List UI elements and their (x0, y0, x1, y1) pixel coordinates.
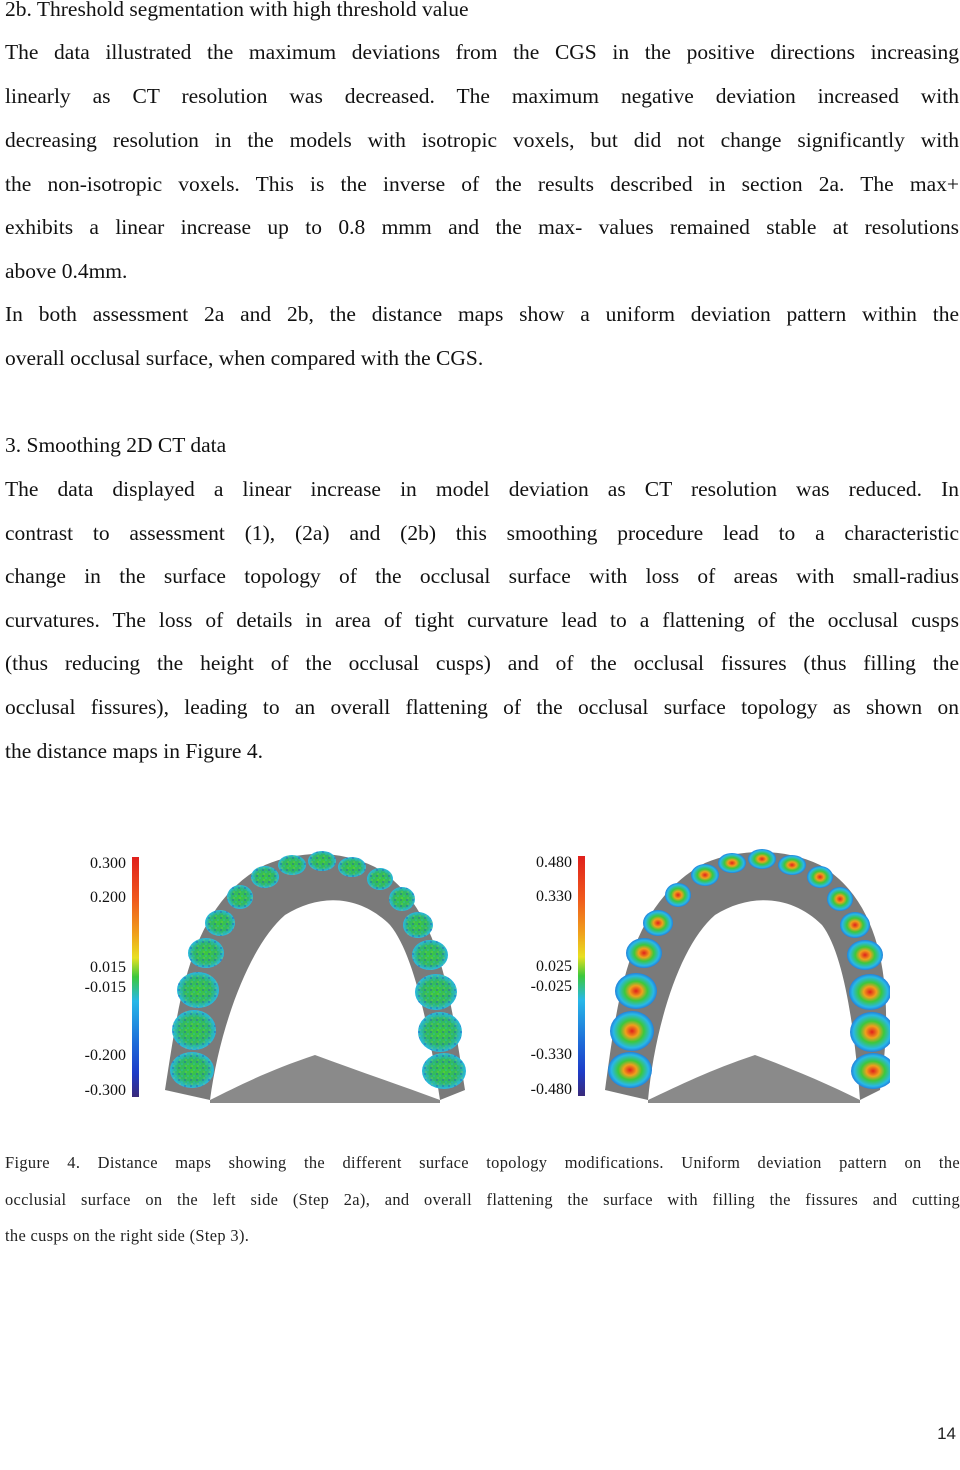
paragraph-line: overall occlusal surface, when compared with the CGS. (5, 346, 484, 370)
paragraph-line: occlusal fissures), leading to an overall flattening of the occlusal surface topology as shown on (5, 695, 959, 719)
caption-line: Figure 4. Distance maps showing the different surface topology modifications. Uniform deviation pattern on the (5, 1153, 960, 1172)
page-number: 14 (937, 1424, 956, 1443)
legend-left-label: 0.200 (90, 889, 126, 906)
legend-left-label: -0.015 (84, 979, 126, 996)
figure-caption (5, 1145, 960, 1255)
figure-4 (70, 845, 890, 1110)
legend-right-label: -0.025 (530, 978, 572, 995)
paragraph-line: (thus reducing the height of the occlusal cusps) and of the occlusal fissures (thus filling the (5, 651, 959, 675)
paragraph-line: the distance maps in Figure 4. (5, 739, 263, 763)
legend-left-label: -0.300 (84, 1082, 126, 1099)
paragraph-line: decreasing resolution in the models with isotropic voxels, but did not change significantly with (5, 128, 959, 152)
color-scale-right (578, 856, 585, 1096)
section-2b-heading: 2b. Threshold segmentation with high threshold value (5, 0, 469, 21)
paragraph-line: contrast to assessment (1), (2a) and (2b) this smoothing procedure lead to a characteristic (5, 521, 959, 545)
legend-left-label: 0.015 (90, 959, 126, 976)
caption-line: the cusps on the right side (Step 3). (5, 1226, 250, 1245)
paragraph-line: curvatures. The loss of details in area of tight curvature lead to a flattening of the occlusal cusps (5, 608, 959, 632)
paragraph-line: The data displayed a linear increase in model deviation as CT resolution was reduced. In (5, 477, 959, 501)
paragraph-line: the non-isotropic voxels. This is the inverse of the results described in section 2a. The max+ (5, 172, 959, 196)
section-3-heading: 3. Smoothing 2D CT data (5, 433, 227, 457)
paragraph-line: The data illustrated the maximum deviations from the CGS in the positive directions increasing (5, 40, 959, 64)
caption-line: occlusial surface on the left side (Step 2a), and overall flattening the surface with filling the fissures and cutting (5, 1189, 960, 1209)
color-scale-left (132, 857, 139, 1097)
legend-right-label: 0.480 (536, 854, 572, 871)
paragraph-line: exhibits a linear increase up to 0.8 mmm and the max- values remained stable at resolutions (5, 215, 959, 239)
distance-maps-svg (70, 845, 890, 1110)
legend-right-label: -0.480 (530, 1081, 572, 1098)
paragraph-line: above 0.4mm. (5, 259, 128, 283)
legend-right-label: 0.025 (536, 958, 572, 975)
paragraph-line: linearly as CT resolution was decreased. The maximum negative deviation increased with (5, 84, 959, 108)
legend-left-label: -0.200 (84, 1047, 126, 1064)
paragraph-line: In both assessment 2a and 2b, the distance maps show a uniform deviation pattern within the (5, 302, 959, 326)
legend-left-label: 0.300 (90, 855, 126, 872)
legend-right-label: 0.330 (536, 888, 572, 905)
legend-right-label: -0.330 (530, 1046, 572, 1063)
paragraph-line: change in the surface topology of the occlusal surface with loss of areas with small-radius (5, 564, 959, 588)
